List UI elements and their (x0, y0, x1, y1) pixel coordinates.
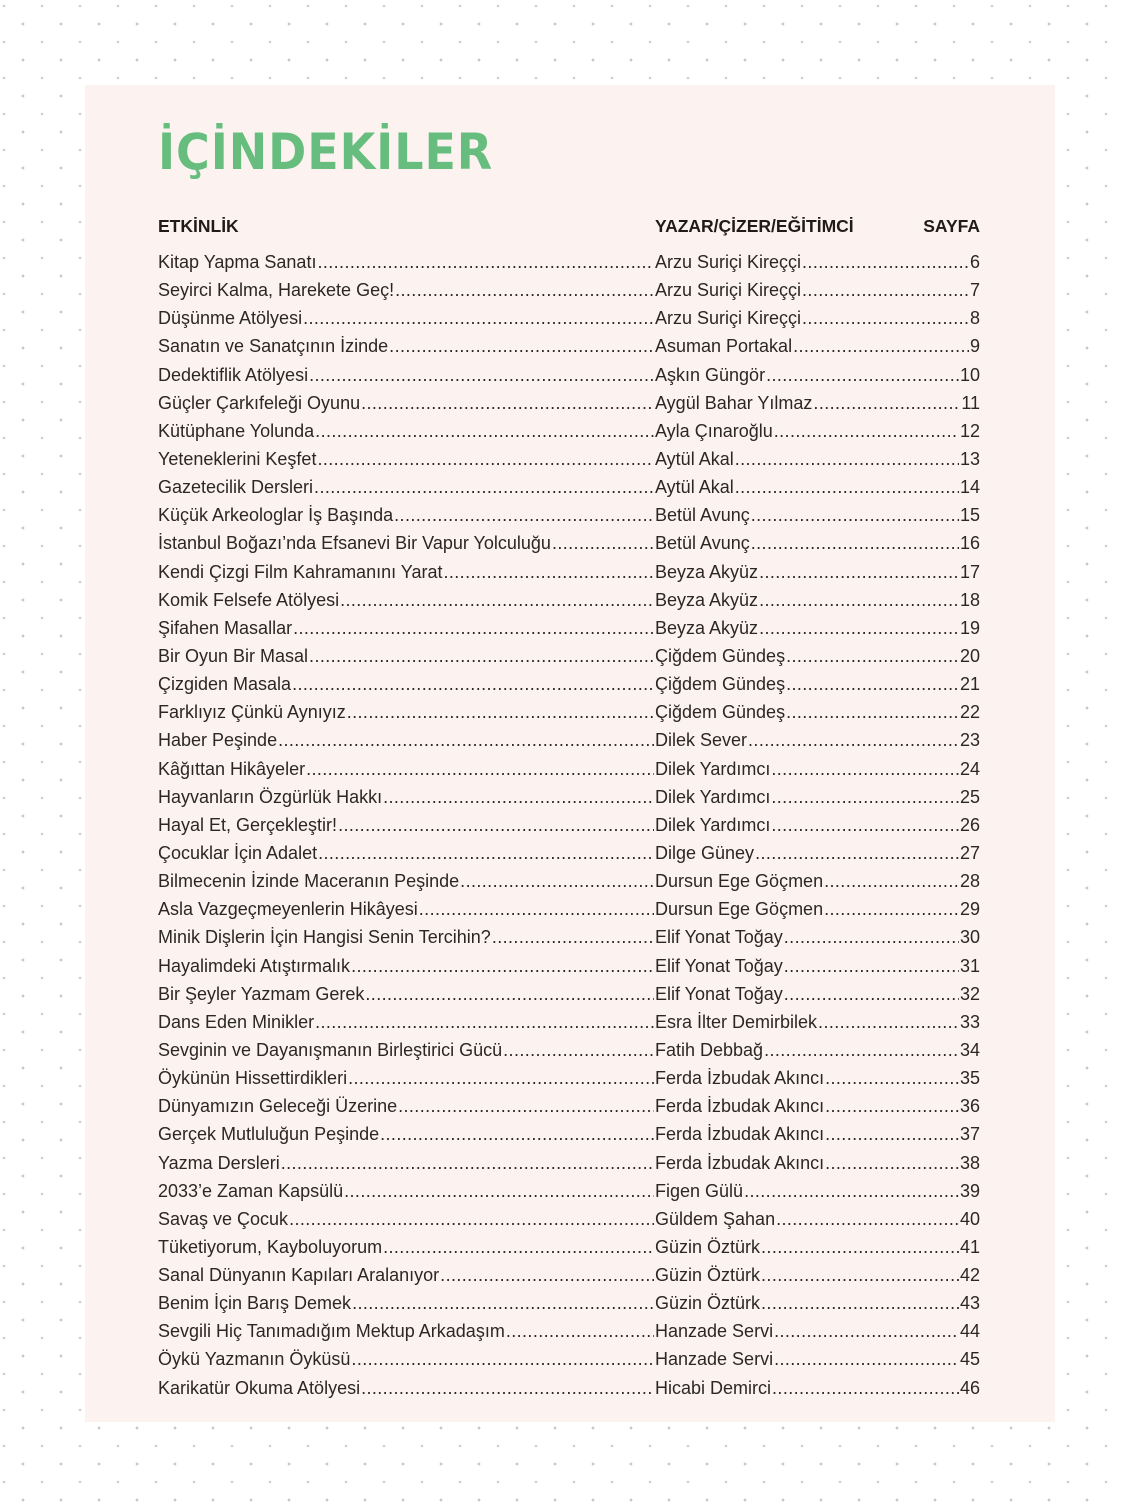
entry-author: Dilge Güney (655, 842, 755, 863)
dot-leader (825, 1120, 959, 1148)
dot-leader (761, 1261, 959, 1289)
dot-leader (309, 642, 654, 670)
dot-leader (395, 276, 654, 304)
toc-entry[interactable] (158, 1008, 980, 1036)
entry-activity: Minik Dişlerin İçin Hangisi Senin Tercihin? (158, 927, 491, 948)
dot-leader (786, 670, 959, 698)
entry-activity: Bir Oyun Bir Masal (158, 645, 309, 666)
dot-leader (774, 417, 959, 445)
toc-entry[interactable] (158, 276, 980, 304)
entry-page: 12 (959, 420, 980, 441)
entry-page: 44 (959, 1321, 980, 1342)
entry-page: 37 (959, 1124, 980, 1145)
entry-page: 9 (969, 336, 980, 357)
entry-activity: Sevginin ve Dayanışmanın Birleştirici Gücü (158, 1039, 503, 1060)
toc-entry[interactable] (158, 473, 980, 501)
toc-entry[interactable] (158, 783, 980, 811)
entry-author: Beyza Akyüz (655, 561, 759, 582)
entry-page: 18 (959, 589, 980, 610)
entry-page: 28 (959, 871, 980, 892)
toc-entry[interactable] (158, 1233, 980, 1261)
entry-activity: Düşünme Atölyesi (158, 308, 303, 329)
toc-entry[interactable] (158, 1345, 980, 1373)
entry-activity: Güçler Çarkıfeleği Oyunu (158, 392, 361, 413)
dot-leader (506, 1317, 654, 1345)
entry-page: 10 (959, 364, 980, 385)
dot-leader (289, 1205, 654, 1233)
toc-entry[interactable] (158, 304, 980, 332)
entry-page: 6 (969, 252, 980, 272)
dot-leader (772, 1374, 959, 1402)
entry-activity: Kâğıttan Hikâyeler (158, 758, 306, 779)
entry-author: Çiğdem Gündeş (655, 674, 786, 695)
entry-page: 20 (959, 645, 980, 666)
entry-activity: Asla Vazgeçmeyenlerin Hikâyesi (158, 899, 418, 920)
toc-entry[interactable] (158, 726, 980, 754)
entry-author: Arzu Suriçi Kireççi (655, 252, 802, 272)
dot-leader (552, 529, 654, 557)
dot-leader (784, 980, 959, 1008)
dot-leader (802, 276, 969, 304)
entry-activity: Bir Şeyler Yazmam Gerek (158, 983, 365, 1004)
entry-author: Esra İlter Demirbilek (655, 1011, 818, 1032)
entry-page: 22 (959, 702, 980, 723)
dot-leader (825, 1149, 959, 1177)
dot-leader (338, 811, 654, 839)
dot-leader (784, 952, 959, 980)
dot-leader (802, 304, 969, 332)
dot-leader (352, 1289, 654, 1317)
dot-leader (735, 445, 959, 473)
entry-page: 24 (959, 758, 980, 779)
entry-activity: 2033’e Zaman Kapsülü (158, 1180, 344, 1201)
entry-activity: Tüketiyorum, Kayboluyorum (158, 1236, 383, 1257)
entry-page: 46 (959, 1377, 980, 1398)
dot-leader (303, 304, 654, 332)
dot-leader (347, 698, 654, 726)
toc-entry[interactable] (158, 1289, 980, 1317)
dot-leader (759, 614, 959, 642)
dot-leader (389, 332, 654, 360)
toc-entry[interactable] (158, 923, 980, 951)
entry-activity: Öykü Yazmanın Öyküsü (158, 1349, 351, 1370)
entry-page: 39 (959, 1180, 980, 1201)
toc-entry[interactable] (158, 895, 980, 923)
entry-activity: Seyirci Kalma, Harekete Geç! (158, 280, 395, 301)
entry-page: 27 (959, 842, 980, 863)
entry-page: 35 (959, 1068, 980, 1089)
toc-entry[interactable] (158, 332, 980, 360)
toc-entry[interactable] (158, 248, 980, 276)
dot-leader (317, 445, 654, 473)
dot-leader (786, 698, 959, 726)
entry-activity: Dans Eden Minikler (158, 1011, 315, 1032)
dot-leader (344, 1177, 654, 1205)
dot-leader (793, 332, 969, 360)
toc-entry[interactable] (158, 952, 980, 980)
dot-leader (824, 867, 959, 895)
dot-leader (306, 755, 654, 783)
entry-page: 29 (959, 899, 980, 920)
entry-author: Dilek Sever (655, 730, 748, 751)
dot-leader (751, 501, 959, 529)
dot-leader (361, 389, 654, 417)
entry-activity: Dünyamızın Geleceği Üzerine (158, 1096, 398, 1117)
toc-entry[interactable] (158, 642, 980, 670)
dot-leader (786, 642, 959, 670)
entry-author: Ferda İzbudak Akıncı (655, 1068, 825, 1089)
entry-activity: Farklıyız Çünkü Aynıyız (158, 702, 346, 723)
dot-leader (351, 952, 654, 980)
dot-leader (784, 923, 959, 951)
dot-leader (759, 558, 959, 586)
dot-leader (818, 1008, 959, 1036)
entry-activity: Hayalimdeki Atıştırmalık (158, 955, 351, 976)
toc-entry[interactable] (158, 811, 980, 839)
entry-author: Çiğdem Gündeş (655, 702, 786, 723)
entry-activity: Sevgili Hiç Tanımadığım Mektup Arkadaşım (158, 1321, 505, 1342)
entry-page: 40 (959, 1208, 980, 1229)
entry-author: Dilek Yardımcı (655, 814, 771, 835)
entry-activity: Benim İçin Barış Demek (158, 1293, 352, 1314)
dot-leader (293, 614, 654, 642)
entry-author: Dilek Yardımcı (655, 786, 771, 807)
entry-activity: Karikatür Okuma Atölyesi (158, 1377, 361, 1398)
header-activity: ETKİNLİK (158, 216, 239, 236)
entry-author: Dilek Yardımcı (655, 758, 771, 779)
toc-entry[interactable] (158, 1261, 980, 1289)
entry-page: 31 (959, 955, 980, 976)
dot-leader (503, 1036, 654, 1064)
toc-entry[interactable] (158, 1149, 980, 1177)
entry-activity: Hayal Et, Gerçekleştir! (158, 814, 338, 835)
dot-leader (776, 1205, 959, 1233)
entry-activity: Kitap Yapma Sanatı (158, 252, 317, 272)
dot-leader (774, 1317, 959, 1345)
entry-activity: Gerçek Mutluluğun Peşinde (158, 1124, 380, 1145)
toc-entry[interactable] (158, 1205, 980, 1233)
toc-entry[interactable] (158, 529, 980, 557)
dot-leader (309, 361, 654, 389)
page-title: İÇİNDEKİLER (158, 123, 494, 181)
dot-leader (340, 586, 654, 614)
entry-author: Beyza Akyüz (655, 617, 759, 638)
toc-entry[interactable] (158, 1317, 980, 1345)
entry-page: 32 (959, 983, 980, 1004)
dot-leader (825, 1092, 959, 1120)
dot-leader (315, 1008, 654, 1036)
toc-entry[interactable] (158, 558, 980, 586)
toc-entry[interactable] (158, 445, 980, 473)
toc-entry[interactable] (158, 1036, 980, 1064)
entry-activity: İstanbul Boğazı’nda Efsanevi Bir Vapur Yolculuğu (158, 533, 551, 554)
dot-leader (751, 529, 959, 557)
entry-author: Fatih Debbağ (655, 1039, 764, 1060)
toc-entry[interactable] (158, 1374, 980, 1402)
dot-leader (766, 361, 959, 389)
dot-leader (365, 980, 654, 1008)
toc-entry[interactable] (158, 980, 980, 1008)
entry-author: Güzin Öztürk (655, 1236, 761, 1257)
toc-entry[interactable] (158, 586, 980, 614)
dot-leader (825, 1064, 959, 1092)
toc-list (158, 248, 980, 1402)
entry-author: Aytül Akal (655, 477, 734, 498)
entry-page: 16 (959, 533, 980, 554)
dot-leader (380, 1120, 654, 1148)
entry-author: Elif Yonat Toğay (655, 955, 783, 976)
toc-entry[interactable] (158, 1177, 980, 1205)
entry-author: Ayla Çınaroğlu (655, 420, 773, 441)
dot-leader (281, 1149, 654, 1177)
entry-author: Elif Yonat Toğay (655, 927, 783, 948)
toc-entry[interactable] (158, 361, 980, 389)
entry-page: 15 (959, 505, 980, 526)
entry-page: 8 (969, 308, 980, 329)
dot-leader (802, 248, 969, 276)
dot-leader (443, 558, 654, 586)
entry-activity: Haber Peşinde (158, 730, 278, 751)
toc-entry[interactable] (158, 839, 980, 867)
entry-page: 41 (959, 1236, 980, 1257)
dot-leader (764, 1036, 959, 1064)
entry-page: 19 (959, 617, 980, 638)
dot-leader (761, 1289, 959, 1317)
entry-page: 23 (959, 730, 980, 751)
header-author: YAZAR/ÇİZER/EĞİTİMCİ (655, 216, 854, 236)
dot-leader (824, 895, 959, 923)
toc-entry[interactable] (158, 1064, 980, 1092)
entry-activity: Gazetecilik Dersleri (158, 477, 314, 498)
dot-leader (361, 1374, 654, 1402)
entry-page: 25 (959, 786, 980, 807)
entry-author: Dursun Ege Göçmen (655, 899, 824, 920)
dot-leader (813, 389, 960, 417)
entry-author: Ferda İzbudak Akıncı (655, 1124, 825, 1145)
entry-author: Hanzade Servi (655, 1321, 774, 1342)
dot-leader (383, 783, 654, 811)
entry-author: Aygül Bahar Yılmaz (655, 392, 813, 413)
entry-author: Arzu Suriçi Kireççi (655, 280, 802, 301)
dot-leader (394, 501, 654, 529)
entry-page: 7 (969, 280, 980, 301)
toc-panel (85, 85, 1055, 1422)
header-page: SAYFA (923, 216, 980, 236)
dot-leader (383, 1233, 654, 1261)
dot-leader (315, 417, 654, 445)
entry-author: Elif Yonat Toğay (655, 983, 783, 1004)
entry-author: Dursun Ege Göçmen (655, 871, 824, 892)
entry-author: Güldem Şahan (655, 1208, 776, 1229)
dot-leader (771, 755, 959, 783)
entry-activity: Öykünün Hissettirdikleri (158, 1068, 348, 1089)
dot-leader (419, 895, 654, 923)
entry-activity: Yazma Dersleri (158, 1152, 280, 1173)
toc-entry[interactable] (158, 670, 980, 698)
dot-leader (292, 670, 654, 698)
entry-activity: Hayvanların Özgürlük Hakkı (158, 786, 383, 807)
entry-page: 21 (959, 674, 980, 695)
entry-activity: Şifahen Masallar (158, 617, 293, 638)
dot-leader (351, 1345, 654, 1373)
entry-activity: Yeteneklerini Keşfet (158, 448, 317, 469)
entry-author: Figen Gülü (655, 1180, 744, 1201)
entry-page: 13 (959, 448, 980, 469)
dot-leader (761, 1233, 959, 1261)
entry-page: 26 (959, 814, 980, 835)
entry-author: Hicabi Demirci (655, 1377, 772, 1398)
entry-author: Hanzade Servi (655, 1349, 774, 1370)
entry-author: Güzin Öztürk (655, 1293, 761, 1314)
dot-leader (460, 867, 654, 895)
entry-activity: Kendi Çizgi Film Kahramanını Yarat (158, 561, 443, 582)
dot-leader (755, 839, 959, 867)
entry-author: Ferda İzbudak Akıncı (655, 1096, 825, 1117)
entry-author: Asuman Portakal (655, 336, 793, 357)
entry-activity: Savaş ve Çocuk (158, 1208, 289, 1229)
entry-author: Güzin Öztürk (655, 1265, 761, 1286)
entry-page: 38 (959, 1152, 980, 1173)
entry-page: 17 (959, 561, 980, 582)
entry-page: 14 (959, 477, 980, 498)
entry-page: 45 (959, 1349, 980, 1370)
entry-activity: Kütüphane Yolunda (158, 420, 315, 441)
entry-author: Beyza Akyüz (655, 589, 759, 610)
toc-entry[interactable] (158, 867, 980, 895)
dot-leader (492, 923, 654, 951)
toc-entry[interactable] (158, 389, 980, 417)
dot-leader (774, 1345, 959, 1373)
toc-entry[interactable] (158, 614, 980, 642)
entry-page: 34 (959, 1039, 980, 1060)
entry-activity: Dedektiflik Atölyesi (158, 364, 309, 385)
dot-leader (317, 248, 654, 276)
dot-leader (744, 1177, 959, 1205)
toc-entry[interactable] (158, 1092, 980, 1120)
toc-entry[interactable] (158, 698, 980, 726)
entry-page: 30 (959, 927, 980, 948)
dot-leader (771, 811, 959, 839)
toc-entry[interactable] (158, 1120, 980, 1148)
toc-entry[interactable] (158, 501, 980, 529)
entry-activity: Komik Felsefe Atölyesi (158, 589, 340, 610)
dot-leader (278, 726, 654, 754)
entry-page: 43 (959, 1293, 980, 1314)
entry-author: Aytül Akal (655, 448, 734, 469)
toc-entry[interactable] (158, 755, 980, 783)
dot-leader (735, 473, 959, 501)
entry-author: Çiğdem Gündeş (655, 645, 786, 666)
entry-activity: Sanatın ve Sanatçının İzinde (158, 336, 389, 357)
entry-activity: Çizgiden Masala (158, 674, 292, 695)
entry-page: 11 (961, 392, 980, 413)
dot-leader (759, 586, 959, 614)
entry-author: Aşkın Güngör (655, 364, 766, 385)
dot-leader (398, 1092, 654, 1120)
entry-page: 33 (959, 1011, 980, 1032)
dot-leader (771, 783, 959, 811)
entry-author: Betül Avunç (655, 505, 750, 526)
dot-leader (314, 473, 654, 501)
dot-leader (440, 1261, 654, 1289)
entry-activity: Bilmecenin İzinde Maceranın Peşinde (158, 871, 460, 892)
entry-author: Arzu Suriçi Kireççi (655, 308, 802, 329)
entry-activity: Küçük Arkeologlar İş Başında (158, 505, 394, 526)
dot-leader (318, 839, 654, 867)
entry-author: Betül Avunç (655, 533, 750, 554)
entry-page: 42 (959, 1265, 980, 1286)
entry-activity: Çocuklar İçin Adalet (158, 842, 318, 863)
dot-leader (748, 726, 959, 754)
entry-activity: Sanal Dünyanın Kapıları Aralanıyor (158, 1265, 440, 1286)
entry-author: Ferda İzbudak Akıncı (655, 1152, 825, 1173)
dot-leader (348, 1064, 654, 1092)
toc-entry[interactable] (158, 417, 980, 445)
entry-page: 36 (959, 1096, 980, 1117)
